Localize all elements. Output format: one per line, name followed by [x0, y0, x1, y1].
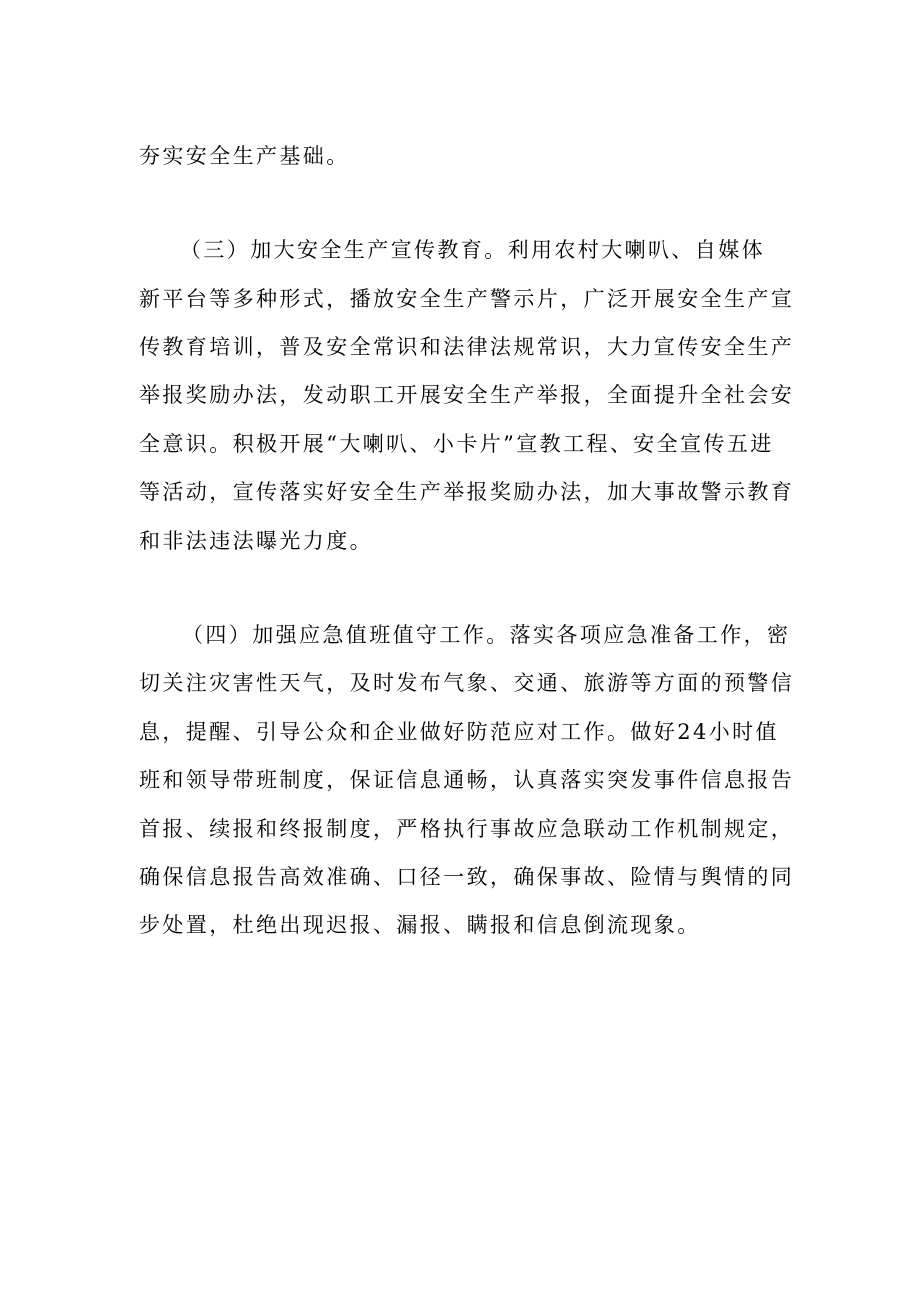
para2-line-5: 全意识。积极开展“大喇叭、小卡片”宣教工程、安全宣传五进: [139, 432, 774, 456]
para2-line-2: 新平台等多种形式，播放安全生产警示片，广泛开展安全生产宣: [139, 287, 795, 311]
para2-line-6: 等活动，宣传落实好安全生产举报奖励办法，加大事故警示教育: [139, 480, 795, 504]
para3-line-3: 息，提醒、引导公众和企业做好防范应对工作。做好24小时值: [139, 720, 779, 744]
para3-line-7: 步处置，杜绝出现迟报、漏报、瞒报和信息倒流现象。: [139, 913, 701, 937]
para3-line-6: 确保信息报告高效准确、口径一致，确保事故、险情与舆情的同: [139, 865, 795, 889]
para2-line-7: 和非法违法曝光力度。: [139, 529, 373, 553]
para3-line-1: （四）加强应急值班值守工作。落实各项应急准备工作，密: [182, 623, 791, 647]
para2-line-3: 传教育培训，普及安全常识和法律法规常识，大力宣传安全生产: [139, 335, 795, 359]
para1-line-1: 夯实安全生产基础。: [139, 144, 350, 168]
para3-line-4: 班和领导带班制度，保证信息通畅，认真落实突发事件信息报告: [139, 768, 795, 792]
para2-line-1: （三）加大安全生产宣传教育。利用农村大喇叭、自媒体: [180, 238, 765, 262]
para2-line-4: 举报奖励办法，发动职工开展安全生产举报，全面提升全社会安: [139, 383, 795, 407]
para3-line-5: 首报、续报和终报制度，严格执行事故应急联动工作机制规定，: [139, 817, 795, 841]
para3-line-2: 切关注灾害性天气，及时发布气象、交通、旅游等方面的预警信: [139, 671, 795, 695]
